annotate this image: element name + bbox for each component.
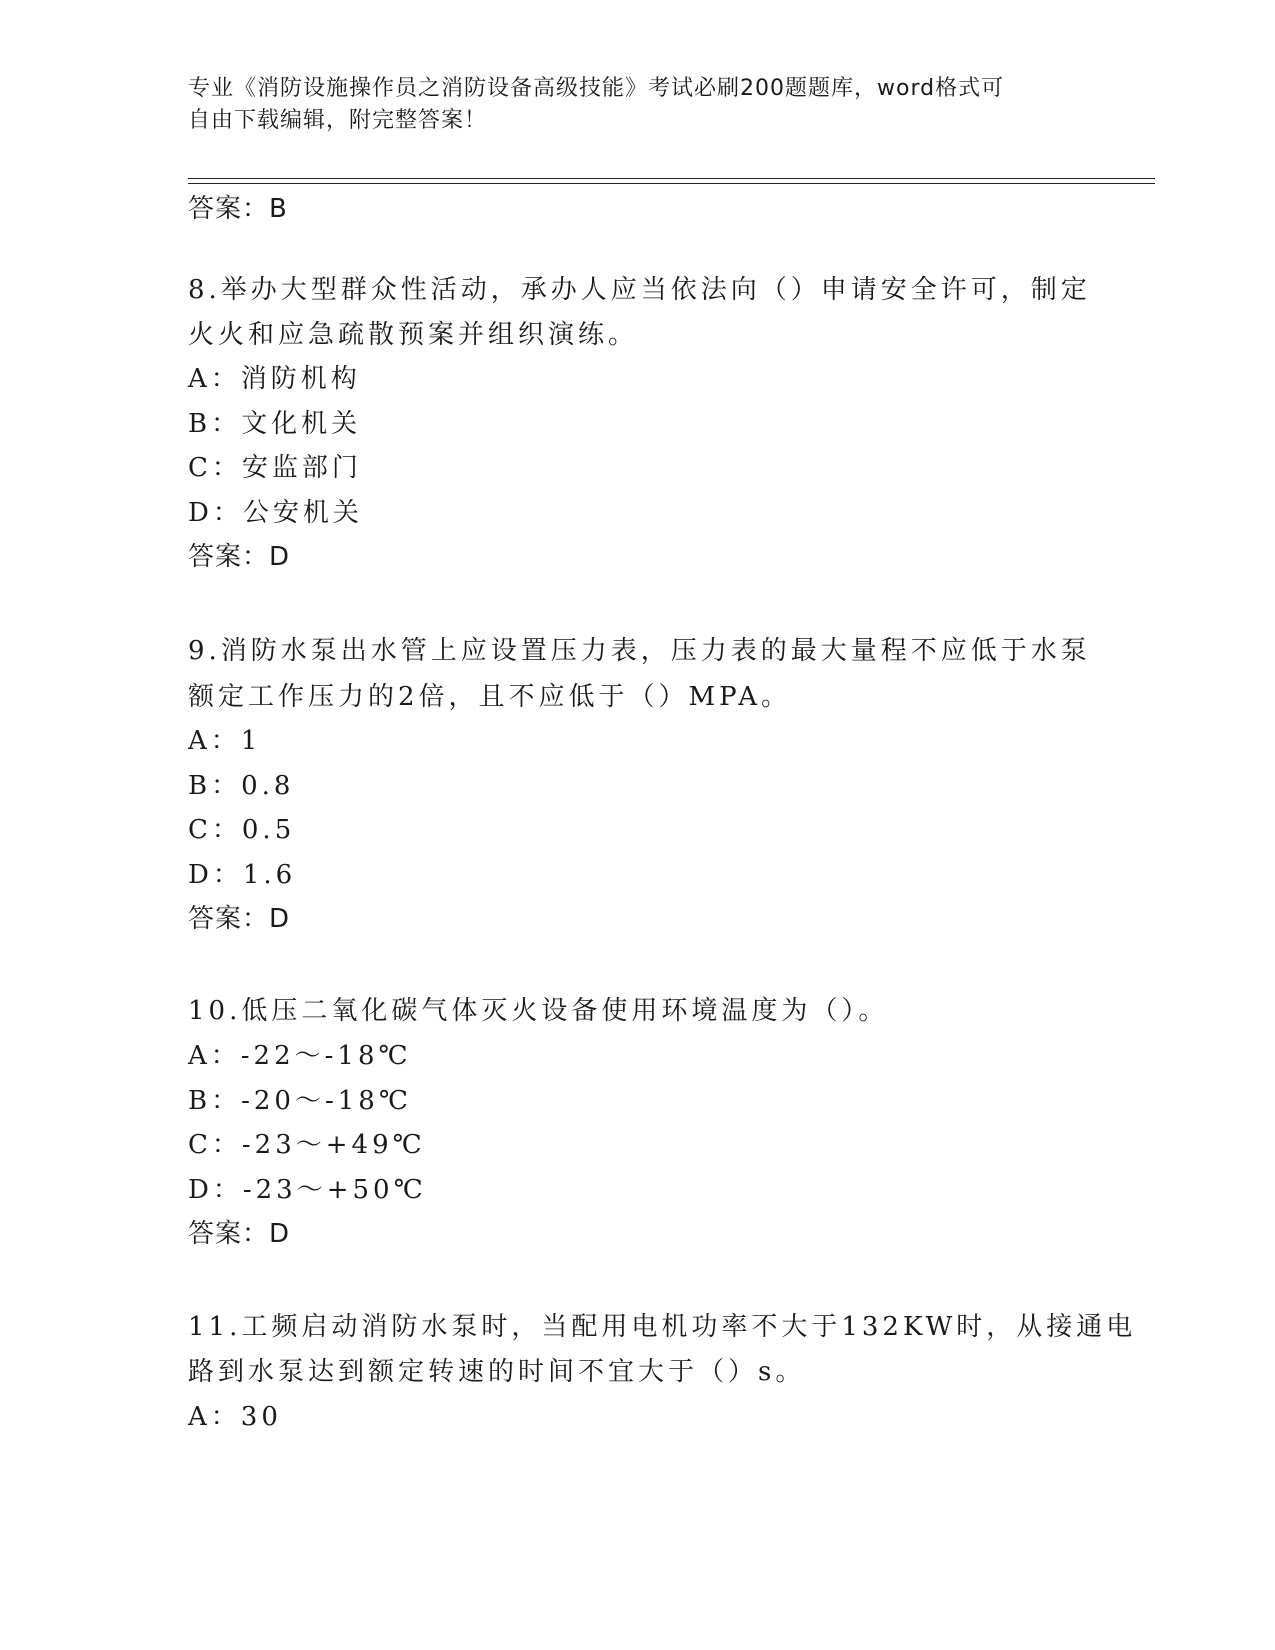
question-11-stem-line-1: 11.工频启动消防水泵时，当配用电机功率不大于132KW时，从接通电 [188,1312,1137,1342]
question-10-option-c: C：-23～+49℃ [188,1130,426,1160]
question-11-option-a: A：30 [188,1402,282,1432]
question-10-option-a: A：-22～-18℃ [188,1041,412,1071]
question-9-option-d: D：1.6 [188,860,297,890]
question-10-stem-line-1: 10.低压二氧化碳气体灭火设备使用环境温度为（）。 [188,996,889,1026]
question-8-option-a: A：消防机构 [188,364,361,394]
question-10-option-d: D：-23～+50℃ [188,1175,427,1205]
question-9-option-a: A：1 [188,726,262,756]
question-9-stem-line-1: 9.消防水泵出水管上应设置压力表，压力表的最大量程不应低于水泵 [188,636,1091,666]
question-9-option-c: C：0.5 [188,815,296,845]
question-10-answer: 答案：D [188,1219,291,1249]
question-10-option-b: B：-20～-18℃ [188,1086,412,1116]
question-8-stem-line-2: 火火和应急疏散预案并组织演练。 [188,320,639,350]
header-divider-bottom [188,183,1155,184]
question-8-option-d: D：公安机关 [188,498,363,528]
question-8-option-b: B：文化机关 [188,409,362,439]
question-9-answer: 答案：D [188,904,291,934]
header-divider-top [188,178,1155,179]
question-8-option-c: C：安监部门 [188,453,362,483]
header-line-1: 专业《消防设施操作员之消防设备高级技能》考试必刷200题题库，word格式可 [188,76,1005,101]
previous-answer: 答案：B [188,194,288,224]
question-11-stem-line-2: 路到水泵达到额定转速的时间不宜大于（）s。 [188,1357,806,1387]
document-header [188,73,1088,137]
question-9-stem-line-2: 额定工作压力的2倍，且不应低于（）MPA。 [188,682,792,712]
header-line-2: 自由下载编辑，附完整答案！ [188,108,488,133]
question-9-option-b: B：0.8 [188,771,295,801]
question-8-stem-line-1: 8.举办大型群众性活动，承办人应当依法向（）申请安全许可，制定 [188,275,1091,305]
question-8-answer: 答案：D [188,542,291,572]
